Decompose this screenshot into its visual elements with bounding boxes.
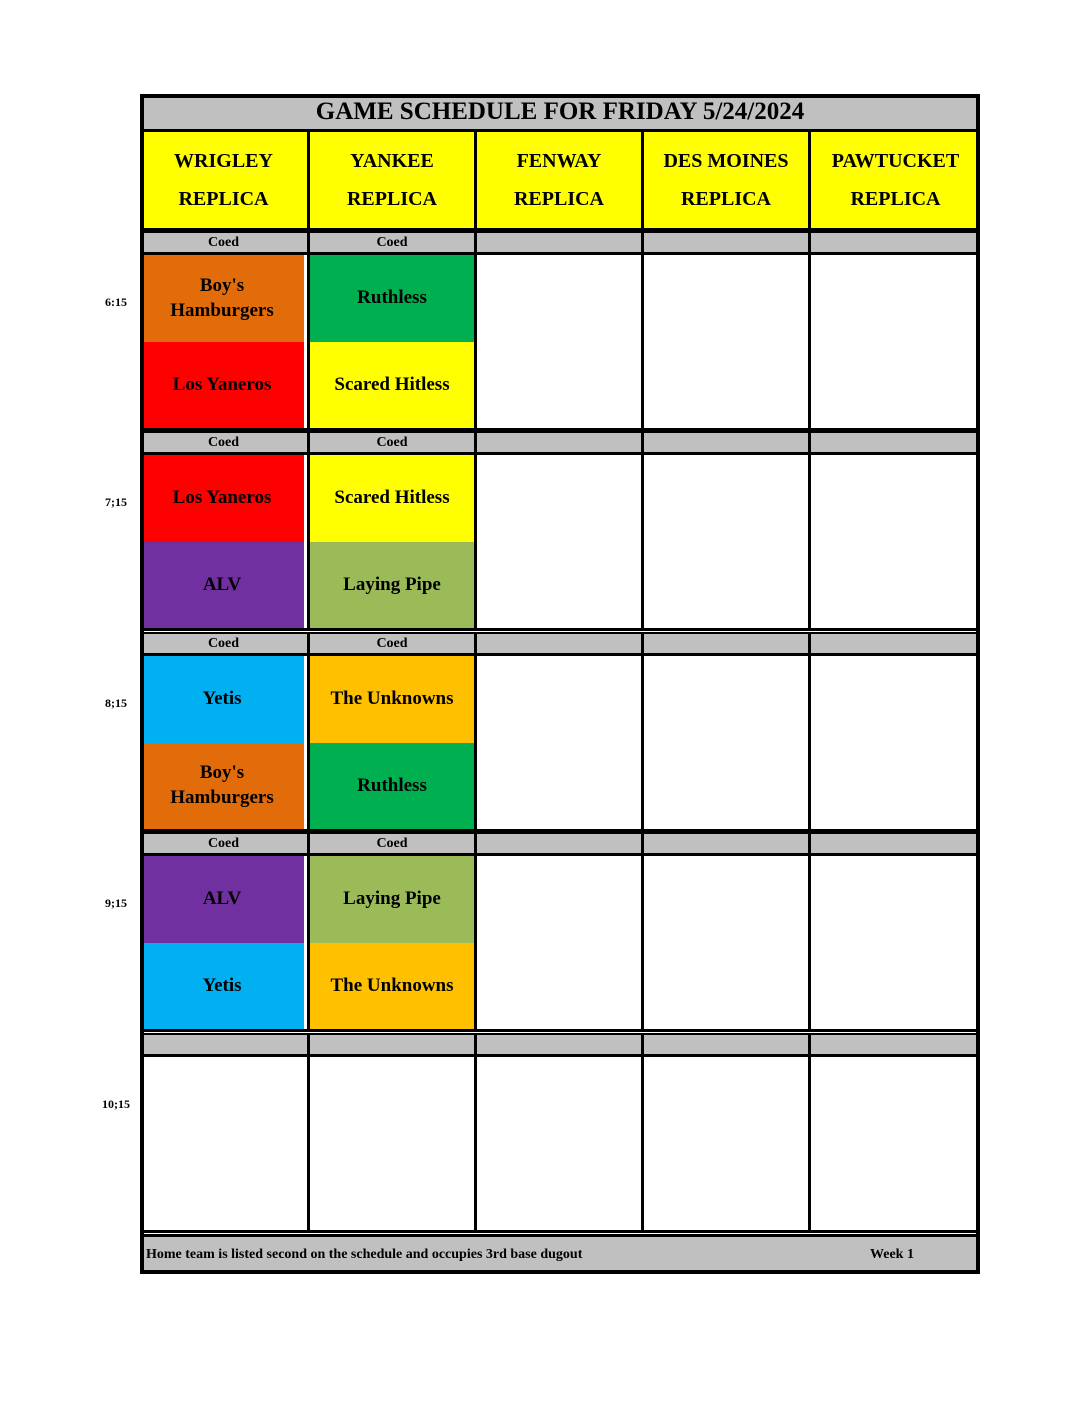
division-label [641,632,808,656]
time-label: 8;15 [105,696,127,710]
division-label [808,632,980,656]
home-team: The Unknowns [310,943,474,1029]
away-team: Ruthless [310,255,474,342]
away-team: The Unknowns [310,656,474,743]
block-divider [140,628,980,631]
time-label: 10;15 [102,1097,130,1111]
home-team: Laying Pipe [310,542,474,628]
venue-header-3 [641,132,808,231]
venue-header-2 [474,132,641,231]
division-label: Coed [307,832,474,856]
game-cell [474,656,641,829]
venue-name: FENWAY [516,149,602,172]
game-cell [641,656,808,829]
venue-subtitle: REPLICA [850,188,941,211]
game-cell [474,856,641,1029]
division-label [307,1033,474,1057]
division-label [474,1033,641,1057]
schedule-footer [140,1234,980,1274]
away-team: Laying Pipe [310,856,474,943]
schedule-title: GAME SCHEDULE FOR FRIDAY 5/24/2024 [140,94,980,132]
game-cell [474,455,641,628]
division-label [641,832,808,856]
home-team: Scared Hitless [310,342,474,428]
division-label: Coed [307,431,474,455]
home-team: ALV [140,542,304,628]
division-label [641,231,808,255]
division-label [641,431,808,455]
game-cell [808,856,980,1029]
division-label [808,431,980,455]
game-cell [641,255,808,428]
venue-subtitle: REPLICA [178,188,269,211]
game-cell [474,255,641,428]
time-label: 9;15 [105,896,127,910]
game-cell [307,1057,474,1230]
game-cell [641,455,808,628]
game-cell [808,656,980,829]
time-label: 7;15 [105,495,127,509]
home-team: Boy's Hamburgers [140,743,304,829]
game-cell [140,1057,307,1230]
division-label: Coed [140,632,307,656]
game-cell [641,856,808,1029]
division-label [474,231,641,255]
venue-subtitle: REPLICA [680,188,771,211]
home-team: Ruthless [310,743,474,829]
away-team: ALV [140,856,304,943]
venue-name: YANKEE [350,149,434,172]
division-label [808,231,980,255]
game-cell [474,1057,641,1230]
game-cell [808,455,980,628]
division-label: Coed [140,231,307,255]
home-team-note: Home team is listed second on the schedule and occupies 3rd base dugout [146,1247,583,1262]
venue-name: PAWTUCKET [831,149,960,172]
division-label [140,1033,307,1057]
time-label: 6:15 [105,295,127,309]
game-cell [808,1057,980,1230]
venue-subtitle: REPLICA [346,188,437,211]
division-label: Coed [140,832,307,856]
division-label [474,832,641,856]
venue-name: WRIGLEY [174,149,273,172]
venue-subtitle: REPLICA [513,188,604,211]
away-team: Yetis [140,656,304,743]
game-cell [140,656,307,829]
division-label: Coed [307,632,474,656]
venue-name: DES MOINES [663,149,789,172]
division-label [474,632,641,656]
venue-header-4 [808,132,980,231]
game-cell [641,1057,808,1230]
schedule-sheet [140,94,980,1274]
away-team: Los Yaneros [140,455,304,542]
game-cell [808,255,980,428]
block-divider [140,1230,980,1233]
week-label: Week 1 [870,1247,914,1262]
game-cell [140,255,307,428]
home-team: Los Yaneros [140,342,304,428]
away-team: Boy's Hamburgers [140,255,304,342]
game-cell [140,856,307,1029]
division-label [808,832,980,856]
division-label [808,1033,980,1057]
away-team: Scared Hitless [310,455,474,542]
division-label [641,1033,808,1057]
game-cell [307,455,474,628]
division-label [474,431,641,455]
block-divider [140,1029,980,1032]
game-cell [307,255,474,428]
venue-header-1 [307,132,474,231]
game-cell [140,455,307,628]
division-label: Coed [140,431,307,455]
division-label: Coed [307,231,474,255]
game-cell [307,656,474,829]
home-team: Yetis [140,943,304,1029]
game-cell [307,856,474,1029]
venue-header-0 [140,132,307,231]
